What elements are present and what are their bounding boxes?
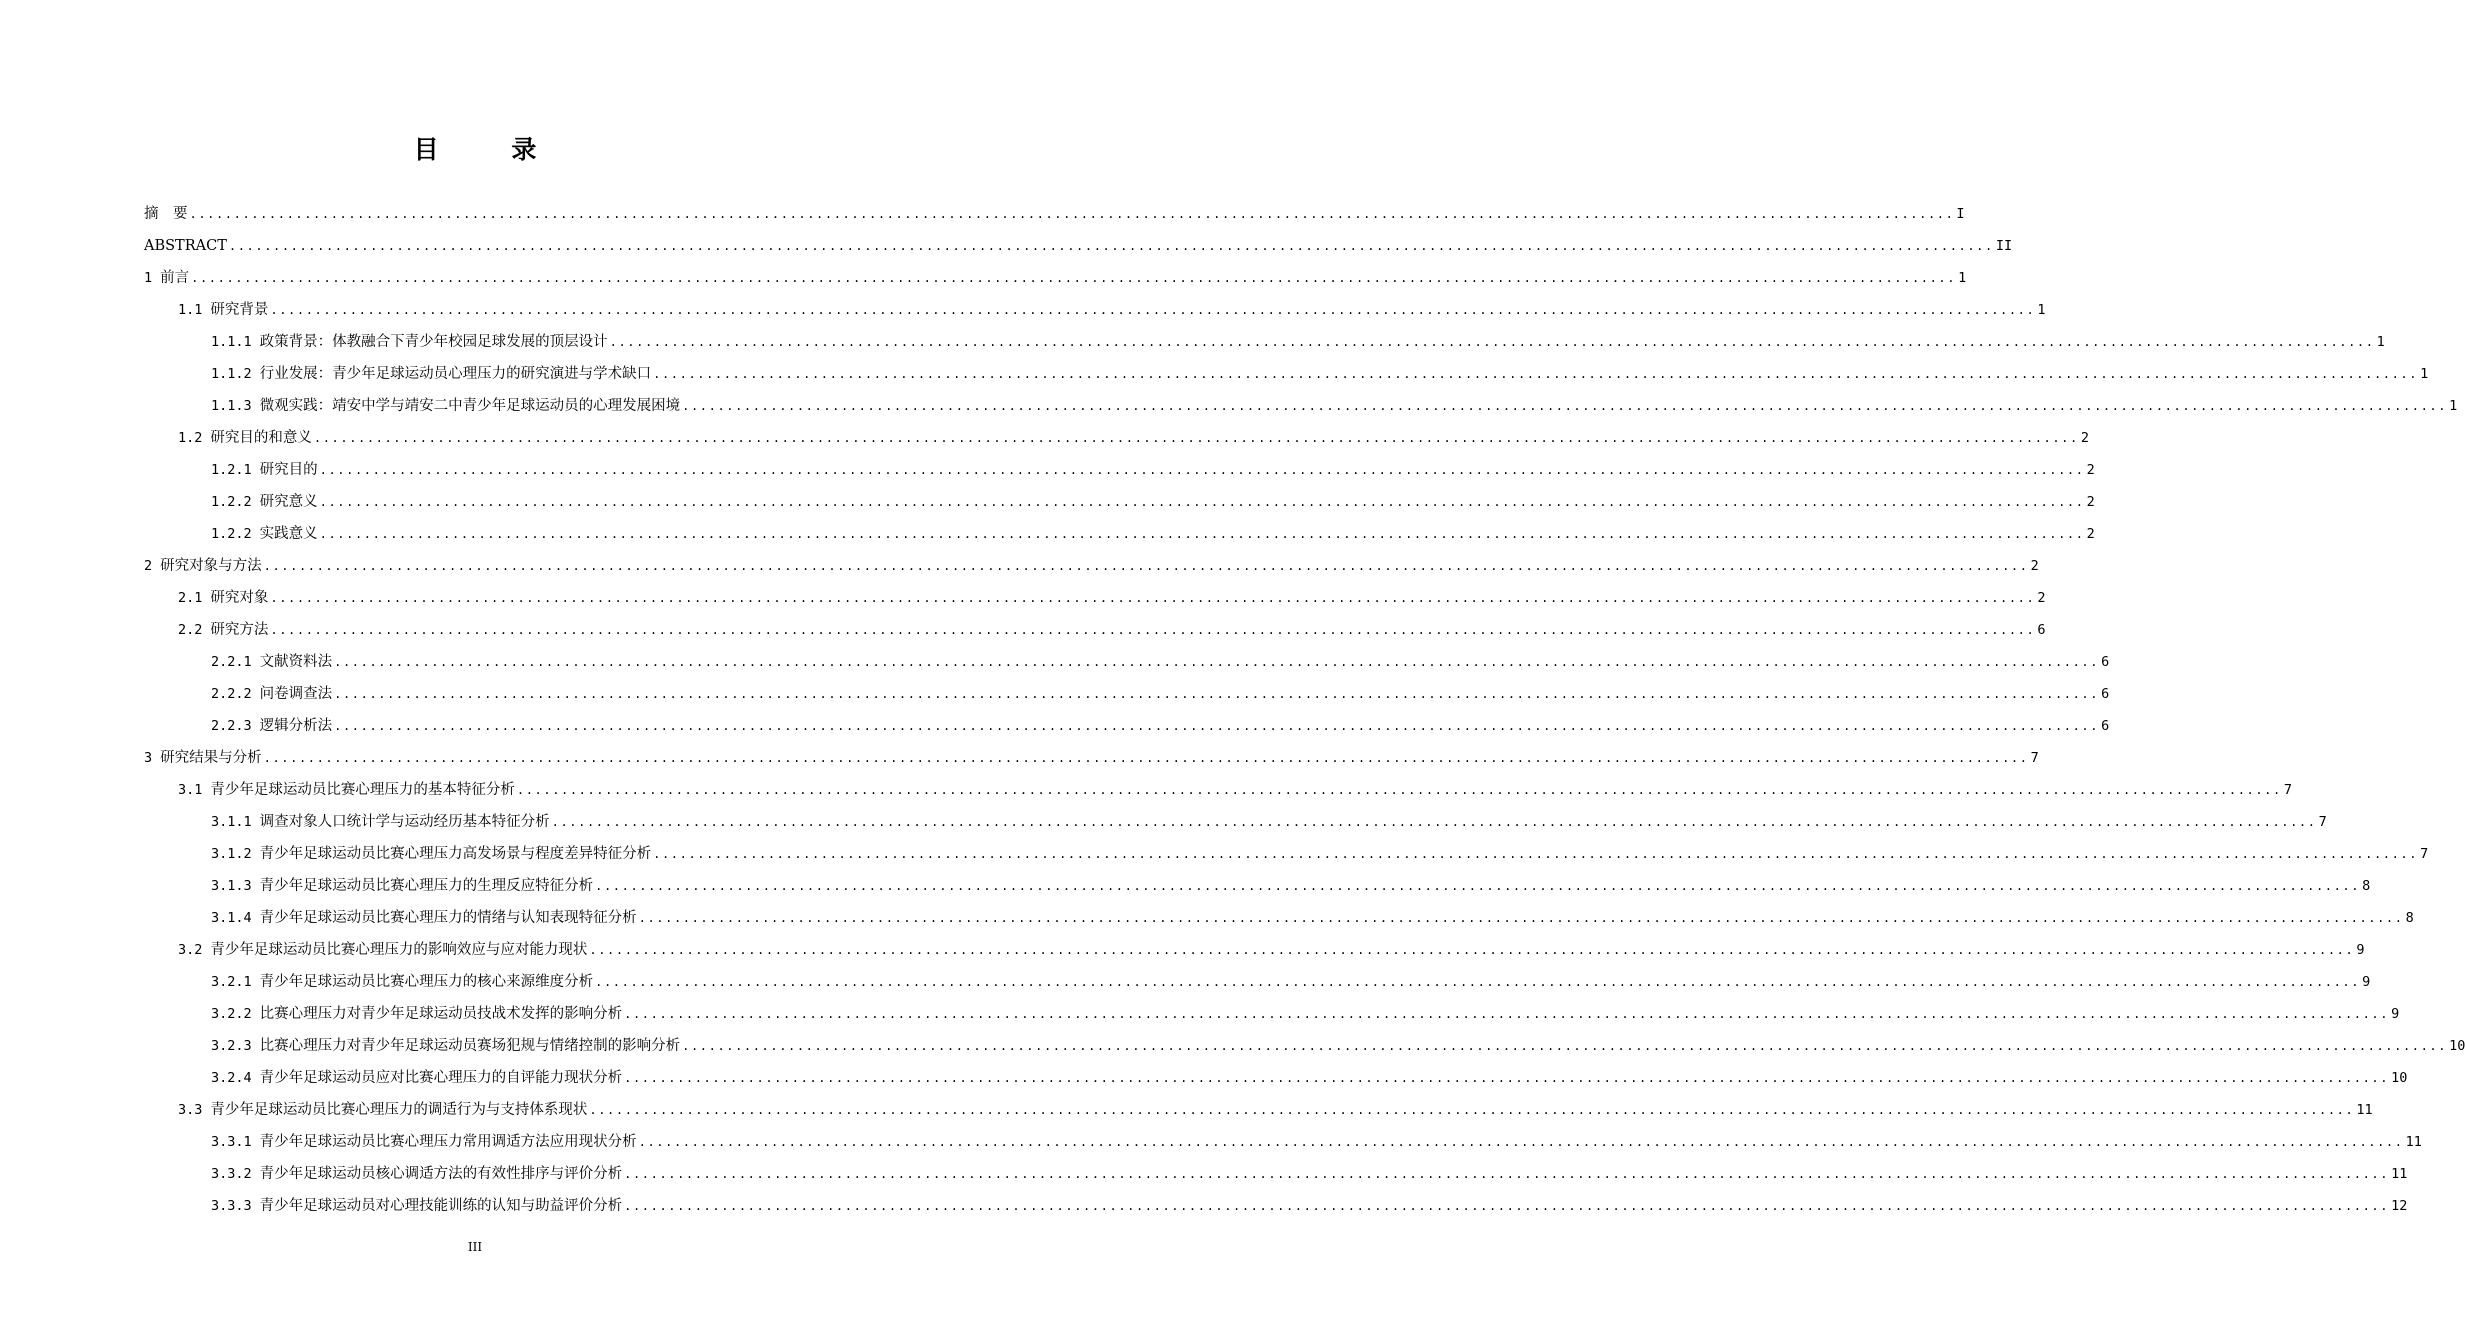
toc-entry-title: 研究结果与分析 — [160, 750, 262, 766]
toc-entry-title: 逻辑分析法 — [259, 718, 333, 734]
toc-entry-title: 研究对象 — [210, 590, 269, 606]
toc-entry-number: 3.3.2 — [211, 1166, 252, 1182]
toc-entry-page: 2 — [2037, 590, 2046, 606]
toc-entry-number: 2.1 — [178, 590, 203, 606]
toc-dot-leader: ........................................................................................................................................................................................................ — [263, 751, 2029, 765]
table-of-contents — [144, 198, 2465, 1222]
toc-entry-page: 7 — [2420, 846, 2429, 862]
toc-dot-leader: ........................................................................................................................................................................................................ — [319, 527, 2085, 541]
toc-dot-leader: ........................................................................................................................................................................................................ — [595, 879, 2361, 893]
toc-entry-number: 3.2.4 — [211, 1070, 252, 1086]
toc-entry-title: 青少年足球运动员比赛心理压力的情绪与认知表现特征分析 — [259, 910, 637, 926]
toc-entry-title: 青少年足球运动员应对比赛心理压力的自评能力现状分析 — [259, 1070, 623, 1086]
toc-entry[interactable] — [144, 966, 2371, 998]
toc-dot-leader: ........................................................................................................................................................................................................ — [624, 1007, 2390, 1021]
toc-dot-leader: ........................................................................................................................................................................................................ — [624, 1199, 2390, 1213]
toc-dot-leader: ........................................................................................................................................................................................................ — [595, 975, 2361, 989]
toc-entry-title: 青少年足球运动员比赛心理压力的影响效应与应对能力现状 — [210, 942, 588, 958]
toc-entry-title: 青少年足球运动员比赛心理压力的核心来源维度分析 — [259, 974, 594, 990]
toc-entry-number: 1 — [144, 270, 153, 286]
toc-dot-leader: ........................................................................................................................................................................................................ — [516, 783, 2282, 797]
toc-entry-number: 3.3.3 — [211, 1198, 252, 1214]
toc-entry-page: 9 — [2362, 974, 2371, 990]
toc-dot-leader: ........................................................................................................................................................................................................ — [682, 399, 2448, 413]
toc-entry-page: 2 — [2086, 494, 2095, 510]
toc-entry[interactable] — [144, 870, 2371, 902]
toc-entry-page: 1 — [2449, 398, 2458, 414]
toc-entry[interactable] — [144, 998, 2400, 1030]
toc-entry-page: 12 — [2391, 1198, 2408, 1214]
toc-entry-page: 8 — [2362, 878, 2371, 894]
toc-entry-title: 比赛心理压力对青少年足球运动员赛场犯规与情绪控制的影响分析 — [259, 1038, 681, 1054]
toc-entry[interactable] — [144, 742, 2039, 774]
toc-entry-title: 实践意义 — [259, 526, 318, 542]
toc-entry[interactable] — [144, 262, 1967, 294]
toc-entry-number: 1.1 — [178, 302, 203, 318]
toc-entry-page: 1 — [1958, 270, 1967, 286]
toc-dot-leader: ........................................................................................................................................................................................................ — [270, 303, 2036, 317]
toc-entry-title: 行业发展：青少年足球运动员心理压力的研究演进与学术缺口 — [259, 366, 652, 382]
toc-dot-leader: ........................................................................................................................................................................................................ — [551, 815, 2317, 829]
toc-entry-title: 青少年足球运动员比赛心理压力的调适行为与支持体系现状 — [210, 1102, 588, 1118]
toc-entry-page: 10 — [2449, 1038, 2465, 1054]
toc-entry[interactable] — [144, 774, 2292, 806]
toc-entry-number: 1.1.2 — [211, 366, 252, 382]
toc-entry-title: 青少年足球运动员比赛心理压力的基本特征分析 — [210, 782, 515, 798]
toc-entry-title: 研究背景 — [210, 302, 269, 318]
toc-entry-page: 2 — [2086, 526, 2095, 542]
toc-entry-number: 3.1.1 — [211, 814, 252, 830]
toc-entry-title: 研究目的和意义 — [210, 430, 312, 446]
toc-entry-number: 2.2.1 — [211, 654, 252, 670]
toc-dot-leader: ........................................................................................................................................................................................................ — [682, 1039, 2448, 1053]
toc-entry-page: 7 — [2030, 750, 2039, 766]
toc-entry-number: 3.1.2 — [211, 846, 252, 862]
toc-entry-page: 1 — [2037, 302, 2046, 318]
toc-dot-leader: ........................................................................................................................................................................................................ — [319, 495, 2085, 509]
toc-entry-page: 6 — [2037, 622, 2046, 638]
toc-entry-title: 青少年足球运动员核心调适方法的有效性排序与评价分析 — [259, 1166, 623, 1182]
toc-entry-title: 政策背景：体教融合下青少年校园足球发展的顶层设计 — [259, 334, 608, 350]
toc-entry-page: 1 — [2376, 334, 2385, 350]
toc-entry[interactable] — [144, 1062, 2408, 1094]
toc-entry-page: 11 — [2356, 1102, 2373, 1118]
toc-entry[interactable] — [144, 358, 2429, 390]
toc-dot-leader: ........................................................................................................................................................................................................ — [624, 1167, 2390, 1181]
toc-entry-page: II — [1995, 238, 2013, 254]
toc-entry-number: 3.1 — [178, 782, 203, 798]
toc-entry-number: 3.3 — [178, 1102, 203, 1118]
toc-dot-leader: ........................................................................................................................................................................................................ — [653, 367, 2419, 381]
toc-entry-number: 1.2.1 — [211, 462, 252, 478]
toc-dot-leader: ........................................................................................................................................................................................................ — [270, 591, 2036, 605]
toc-entry-title: 青少年足球运动员对心理技能训练的认知与助益评价分析 — [259, 1198, 623, 1214]
toc-entry-page: 9 — [2391, 1006, 2400, 1022]
toc-entry-page: 11 — [2391, 1166, 2408, 1182]
toc-entry[interactable] — [144, 518, 2095, 550]
toc-dot-leader: ........................................................................................................................................................................................................ — [189, 207, 1955, 221]
toc-entry-title: 研究意义 — [259, 494, 318, 510]
toc-entry-number: 3.1.4 — [211, 910, 252, 926]
toc-entry[interactable] — [144, 582, 2046, 614]
toc-entry[interactable] — [144, 614, 2046, 646]
toc-entry[interactable] — [144, 1158, 2408, 1190]
toc-entry-number: 3 — [144, 750, 153, 766]
toc-entry-number: 1.2.2 — [211, 526, 252, 542]
toc-entry-title: 文献资料法 — [259, 654, 333, 670]
toc-entry-title: 调查对象人口统计学与运动经历基本特征分析 — [259, 814, 550, 830]
toc-dot-leader: ........................................................................................................................................................................................................ — [228, 239, 1994, 253]
toc-entry-title: 青少年足球运动员比赛心理压力高发场景与程度差异特征分析 — [259, 846, 652, 862]
toc-entry[interactable] — [144, 486, 2095, 518]
toc-entry-number: 3.2.1 — [211, 974, 252, 990]
toc-entry[interactable] — [144, 1030, 2465, 1062]
page-title: 目 录 — [413, 135, 569, 164]
toc-entry-number: 1.1.3 — [211, 398, 252, 414]
toc-dot-leader: ........................................................................................................................................................................................................ — [334, 687, 2100, 701]
page-number: III — [467, 1240, 483, 1254]
toc-entry[interactable] — [144, 646, 2110, 678]
toc-entry-page: 8 — [2405, 910, 2414, 926]
toc-dot-leader: ........................................................................................................................................................................................................ — [638, 911, 2404, 925]
toc-dot-leader: ........................................................................................................................................................................................................ — [653, 847, 2419, 861]
toc-entry-title: 青少年足球运动员比赛心理压力常用调适方法应用现状分析 — [259, 1134, 637, 1150]
toc-entry-number: 2 — [144, 558, 153, 574]
toc-entry[interactable] — [144, 678, 2110, 710]
toc-dot-leader: ........................................................................................................................................................................................................ — [319, 463, 2085, 477]
toc-entry-page: 6 — [2101, 654, 2110, 670]
toc-entry-title: 研究对象与方法 — [160, 558, 262, 574]
toc-entry-number: 1.2 — [178, 430, 203, 446]
toc-entry[interactable] — [144, 454, 2095, 486]
toc-entry[interactable] — [144, 934, 2365, 966]
toc-entry-title: ABSTRACT — [144, 238, 227, 254]
toc-entry-page: 7 — [2318, 814, 2327, 830]
toc-dot-leader: ........................................................................................................................................................................................................ — [191, 271, 1957, 285]
toc-dot-leader: ........................................................................................................................................................................................................ — [270, 623, 2036, 637]
toc-entry-title: 问卷调查法 — [259, 686, 333, 702]
toc-dot-leader: ........................................................................................................................................................................................................ — [334, 719, 2100, 733]
toc-entry-page: 7 — [2283, 782, 2292, 798]
toc-entry[interactable] — [144, 902, 2414, 934]
toc-entry[interactable] — [144, 838, 2429, 870]
toc-dot-leader: ........................................................................................................................................................................................................ — [638, 1135, 2404, 1149]
toc-entry-number: 3.3.1 — [211, 1134, 252, 1150]
toc-entry-number: 2.2.3 — [211, 718, 252, 734]
toc-entry[interactable] — [144, 390, 2458, 422]
toc-dot-leader: ........................................................................................................................................................................................................ — [624, 1071, 2390, 1085]
toc-dot-leader: ........................................................................................................................................................................................................ — [263, 559, 2029, 573]
toc-entry-number: 2.2.2 — [211, 686, 252, 702]
toc-dot-leader: ........................................................................................................................................................................................................ — [334, 655, 2100, 669]
toc-entry[interactable] — [144, 1126, 2422, 1158]
toc-entry-page: 6 — [2101, 718, 2110, 734]
toc-dot-leader: ........................................................................................................................................................................................................ — [609, 335, 2375, 349]
toc-entry-title: 研究方法 — [210, 622, 269, 638]
toc-entry-page: 11 — [2405, 1134, 2422, 1150]
toc-entry-title: 青少年足球运动员比赛心理压力的生理反应特征分析 — [259, 878, 594, 894]
toc-entry-page: 2 — [2030, 558, 2039, 574]
toc-entry-title: 摘 要 — [144, 206, 188, 222]
toc-entry-number: 2.2 — [178, 622, 203, 638]
toc-entry[interactable] — [144, 1190, 2408, 1222]
toc-dot-leader: ........................................................................................................................................................................................................ — [589, 1103, 2355, 1117]
toc-entry-number: 3.1.3 — [211, 878, 252, 894]
toc-entry-page: 1 — [2420, 366, 2429, 382]
toc-entry-page: 2 — [2080, 430, 2089, 446]
toc-entry-title: 前言 — [160, 270, 190, 286]
toc-entry-page: 10 — [2391, 1070, 2408, 1086]
toc-entry-page: I — [1956, 206, 1965, 222]
toc-entry[interactable] — [144, 198, 1965, 230]
toc-entry[interactable] — [144, 230, 2013, 262]
toc-entry-number: 3.2.3 — [211, 1038, 252, 1054]
toc-entry-number: 1.2.2 — [211, 494, 252, 510]
toc-entry-page: 6 — [2101, 686, 2110, 702]
toc-entry[interactable] — [144, 1094, 2373, 1126]
toc-entry[interactable] — [144, 326, 2385, 358]
toc-entry[interactable] — [144, 294, 2046, 326]
toc-dot-leader: ........................................................................................................................................................................................................ — [313, 431, 2079, 445]
toc-entry-page: 2 — [2086, 462, 2095, 478]
toc-dot-leader: ........................................................................................................................................................................................................ — [589, 943, 2355, 957]
toc-entry[interactable] — [144, 710, 2110, 742]
toc-entry-title: 研究目的 — [259, 462, 318, 478]
toc-entry-number: 3.2 — [178, 942, 203, 958]
toc-entry[interactable] — [144, 422, 2089, 454]
toc-entry-number: 3.2.2 — [211, 1006, 252, 1022]
toc-entry-title: 比赛心理压力对青少年足球运动员技战术发挥的影响分析 — [259, 1006, 623, 1022]
toc-entry[interactable] — [144, 806, 2327, 838]
toc-entry-number: 1.1.1 — [211, 334, 252, 350]
toc-entry[interactable] — [144, 550, 2039, 582]
toc-entry-page: 9 — [2356, 942, 2365, 958]
toc-entry-title: 微观实践：靖安中学与靖安二中青少年足球运动员的心理发展困境 — [259, 398, 681, 414]
